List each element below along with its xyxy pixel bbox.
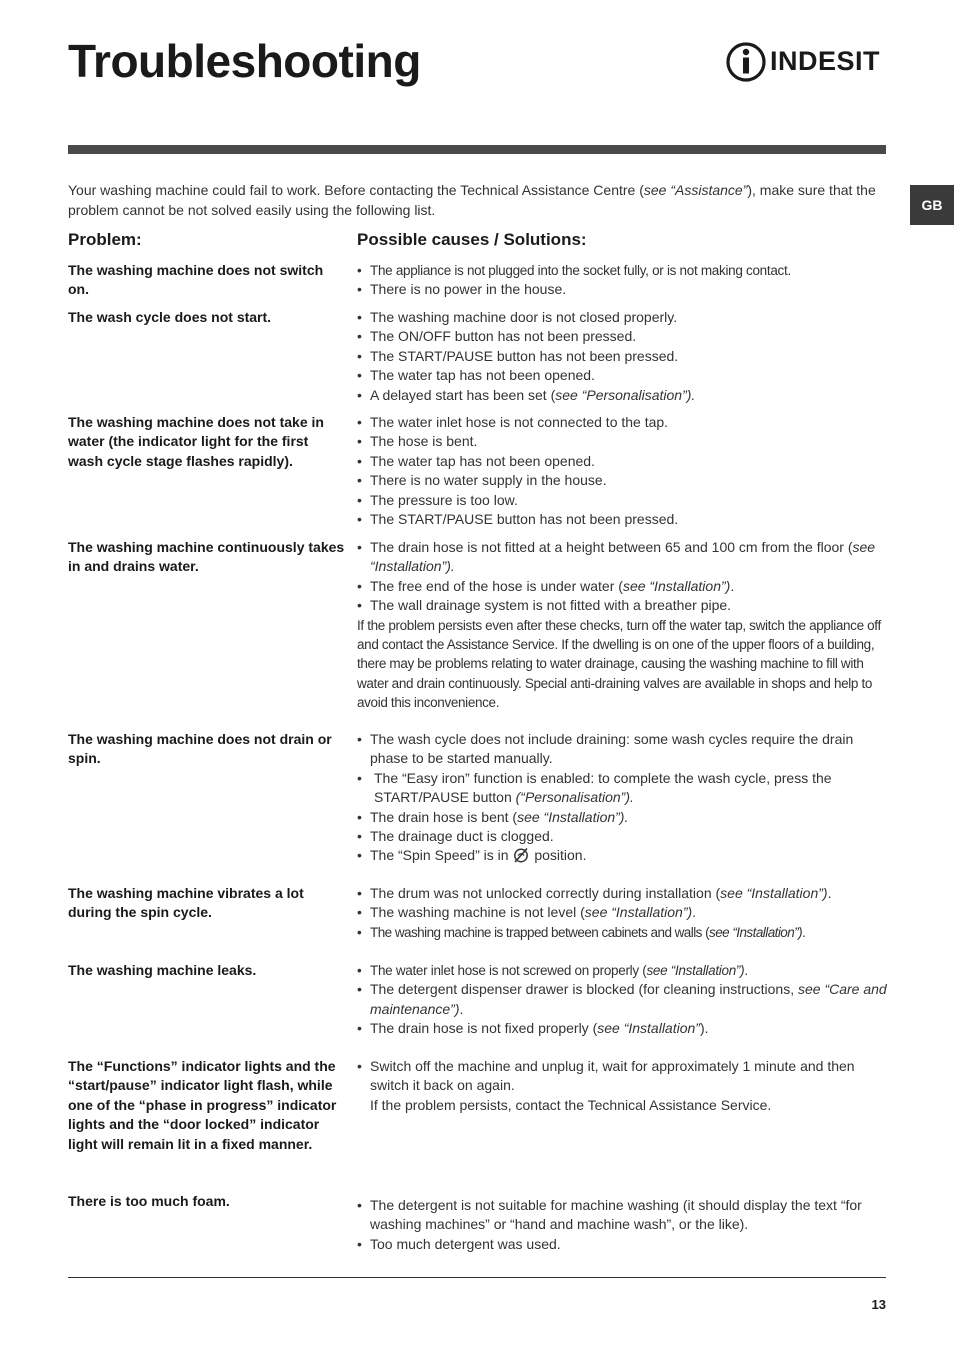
- cause-item: • There is no water supply in the house.: [357, 471, 887, 490]
- cause-item: • The ON/OFF button has not been pressed.: [357, 327, 887, 346]
- causes-3: [357, 413, 887, 529]
- intro-after: ), make sure that the problem cannot be not solved easily using the following list.: [68, 182, 876, 218]
- cause-item: • The water inlet hose is not screwed on properly (see “Installation”).: [357, 961, 887, 980]
- language-tab-label: GB: [921, 197, 943, 213]
- intro-ref: see “Assistance”: [643, 182, 748, 198]
- brand-logo: [726, 40, 888, 84]
- cause-item: • The water tap has not been opened.: [357, 366, 887, 385]
- intro-text: [68, 180, 878, 220]
- cause-item: • The washing machine door is not closed properly.: [357, 308, 887, 327]
- problem-8: The “Functions” indicator lights and the “start/pause” indicator light flash, while one of the “phase in progress” indicator lights and the “door locked” indicator light will remain lit in a fixed manner.: [68, 1058, 337, 1152]
- problem-5: The washing machine does not drain or spin.: [68, 731, 332, 767]
- causes-1: [357, 261, 887, 300]
- cause-item: • Too much detergent was used.: [357, 1235, 887, 1254]
- indesit-i-icon: [726, 40, 766, 84]
- cause-item: • The START/PAUSE button has not been pressed.: [357, 510, 887, 529]
- problem-1: The washing machine does not switch on.: [68, 262, 324, 298]
- causes-9: [357, 1196, 887, 1254]
- cause-item: • The wall drainage system is not fitted with a breather pipe.: [357, 596, 887, 615]
- footer-divider: [68, 1277, 886, 1278]
- problem-9: There is too much foam.: [68, 1193, 230, 1209]
- intro-before: Your washing machine could fail to work. Before contacting the Technical Assistance Centre (: [68, 182, 644, 198]
- causes-heading: Possible causes / Solutions:: [357, 230, 587, 249]
- cause-item: • Switch off the machine and unplug it, wait for approximately 1 minute and then switch it back on again.: [357, 1057, 887, 1096]
- causes-5: [357, 730, 887, 866]
- cause-item: • The detergent is not suitable for machine washing (it should display the text “for washing machines” or “hand and machine wash”, or the like).: [357, 1196, 887, 1235]
- cause-item: • The washing machine is not level (see “Installation”).: [357, 903, 887, 922]
- problem-7: The washing machine leaks.: [68, 962, 257, 978]
- cause-item: • The hose is bent.: [357, 432, 887, 451]
- causes-6: [357, 884, 887, 942]
- brand-name: INDESIT: [770, 46, 881, 76]
- cause-item: • A delayed start has been set (see “Personalisation”).: [357, 386, 887, 405]
- header-divider: [68, 145, 886, 154]
- cause-item: • The drain hose is not fitted at a height between 65 and 100 cm from the floor (see “Installation”).: [357, 538, 887, 577]
- cause-item: • The “Easy iron” function is enabled: to complete the wash cycle, press the START/PAUSE button (“Personalisation”).: [357, 769, 887, 808]
- causes-7: [357, 961, 887, 1039]
- problem-3: The washing machine does not take in water (the indicator light for the first wash cycle stage flashes rapidly).: [68, 414, 324, 469]
- cause-item: • There is no power in the house.: [357, 280, 887, 299]
- cause-item: • The drainage duct is clogged.: [357, 827, 887, 846]
- problem-6: The washing machine vibrates a lot during the spin cycle.: [68, 885, 304, 921]
- cause-item: • The drain hose is not fixed properly (see “Installation”).: [357, 1019, 887, 1038]
- problem-2: The wash cycle does not start.: [68, 309, 272, 325]
- page-number: 13: [871, 1297, 886, 1312]
- cause-item: • The free end of the hose is under water (see “Installation”).: [357, 577, 887, 596]
- cause-item: • The detergent dispenser drawer is blocked (for cleaning instructions, see “Care and maintenance”).: [357, 980, 887, 1019]
- cause-item: • The washing machine is trapped between cabinets and walls (see “Installation”).: [357, 923, 887, 942]
- cause-item: • The wash cycle does not include draining: some wash cycles require the drain phase to be started manually.: [357, 730, 887, 769]
- page-title: Troubleshooting: [68, 35, 421, 87]
- problem-heading: Problem:: [68, 230, 142, 249]
- causes-2: [357, 308, 887, 405]
- causes-8: [357, 1057, 887, 1115]
- cause-item: • The water inlet hose is not connected to the tap.: [357, 413, 887, 432]
- cause-item: • The drain hose is bent (see “Installation”).: [357, 808, 887, 827]
- cause-item: • The “Spin Speed” is in position.: [357, 846, 887, 865]
- causes-4: [357, 538, 887, 713]
- cause-item: • The water tap has not been opened.: [357, 452, 887, 471]
- cause-note: If the problem persists, contact the Technical Assistance Service.: [370, 1096, 772, 1113]
- cause-item: • The pressure is too low.: [357, 491, 887, 510]
- language-tab: [910, 185, 954, 225]
- cause-item: • The drum was not unlocked correctly during installation (see “Installation”).: [357, 884, 887, 903]
- problem-4: The washing machine continuously takes in and drains water.: [68, 539, 345, 575]
- no-spin-icon: [512, 847, 530, 863]
- cause-note: If the problem persists even after these checks, turn off the water tap, switch the appliance off and contact the Assistance Service. If the dwelling is on one of the upper floors of a building, there may be problems relating to water drainage, causing the washing machine to fill with water and drain continuously. Special anti-draining valves are available in shops and help to avoid this inconvenience.: [357, 617, 881, 711]
- cause-item: • The START/PAUSE button has not been pressed.: [357, 347, 887, 366]
- cause-item: • The appliance is not plugged into the socket fully, or is not making contact.: [357, 261, 887, 280]
